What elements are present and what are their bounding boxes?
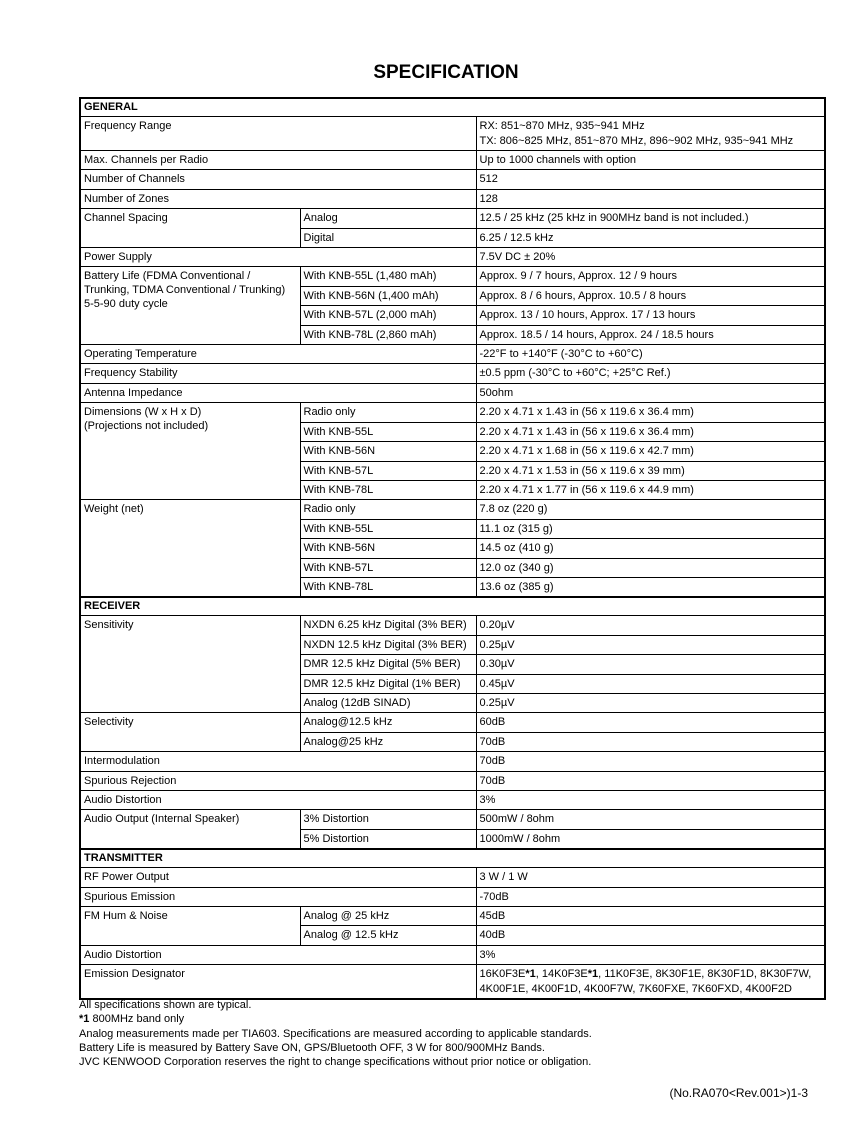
- table-cell: 0.25µV: [476, 693, 825, 712]
- table-cell: 0.20µV: [476, 616, 825, 635]
- table-cell: 45dB: [476, 907, 825, 926]
- table-cell: 5% Distortion: [300, 829, 476, 849]
- table-cell: Selectivity: [80, 713, 300, 752]
- table-row: [80, 117, 825, 151]
- table-row: [80, 907, 825, 926]
- table-cell: 0.25µV: [476, 635, 825, 654]
- table-cell: Analog @ 25 kHz: [300, 907, 476, 926]
- table-cell: With KNB-78L: [300, 577, 476, 597]
- table-cell: Spurious Rejection: [80, 771, 476, 790]
- table-cell: 3%: [476, 945, 825, 964]
- table-cell: 512: [476, 170, 825, 189]
- emission-designator-value: 16K0F3E*1, 14K0F3E*1, 11K0F3E, 8K30F1E, 8K30F1D, 8K30F7W, 4K00F1E, 4K00F1D, 4K00F7W, 7K60FXE, 7K60FXD, 4K00F2D: [476, 965, 825, 1000]
- table-cell: Analog (12dB SINAD): [300, 693, 476, 712]
- table-cell: 2.20 x 4.71 x 1.68 in (56 x 119.6 x 42.7 mm): [476, 442, 825, 461]
- table-cell: 70dB: [476, 771, 825, 790]
- table-cell: RECEIVER: [80, 597, 825, 616]
- table-row: [80, 752, 825, 771]
- note-line: Analog measurements made per TIA603. Specifications are measured according to applicable standards.: [79, 1027, 592, 1040]
- table-cell: With KNB-78L (2,860 mAh): [300, 325, 476, 344]
- table-cell: DMR 12.5 kHz Digital (5% BER): [300, 655, 476, 674]
- table-cell: Analog@25 kHz: [300, 732, 476, 751]
- note-line: *1 800MHz band only: [79, 1013, 185, 1026]
- table-row: [80, 383, 825, 402]
- table-row: [80, 170, 825, 189]
- table-cell: Approx. 18.5 / 14 hours, Approx. 24 / 18.5 hours: [476, 325, 825, 344]
- table-cell: With KNB-55L (1,480 mAh): [300, 267, 476, 286]
- table-cell: Dimensions (W x H x D) (Projections not included): [80, 403, 300, 500]
- table-cell: 500mW / 8ohm: [476, 810, 825, 829]
- note-line: All specifications shown are typical.: [79, 999, 252, 1011]
- table-cell: 13.6 oz (385 g): [476, 577, 825, 597]
- section-header-transmitter: [80, 849, 825, 868]
- table-cell: 2.20 x 4.71 x 1.43 in (56 x 119.6 x 36.4 mm): [476, 403, 825, 422]
- note-line: Battery Life is measured by Battery Save ON, GPS/Bluetooth OFF, 3 W for 800/900MHz Bands.: [79, 1041, 545, 1054]
- table-cell: -70dB: [476, 887, 825, 906]
- table-cell: Spurious Emission: [80, 887, 476, 906]
- table-cell: 3% Distortion: [300, 810, 476, 829]
- table-row: [80, 616, 825, 635]
- table-cell: 60dB: [476, 713, 825, 732]
- specification-table: [79, 97, 826, 1000]
- table-cell: 0.45µV: [476, 674, 825, 693]
- table-cell: Frequency Stability: [80, 364, 476, 383]
- table-cell: With KNB-57L (2,000 mAh): [300, 306, 476, 325]
- note-line: JVC KENWOOD Corporation reserves the right to change specifications without prior notice or obligation.: [79, 1056, 592, 1069]
- table-cell: Digital: [300, 228, 476, 247]
- table-cell: Intermodulation: [80, 752, 476, 771]
- table-cell: 12.0 oz (340 g): [476, 558, 825, 577]
- table-cell: With KNB-56N (1,400 mAh): [300, 286, 476, 305]
- table-row: [80, 500, 825, 519]
- table-cell: 50ohm: [476, 383, 825, 402]
- table-cell: -22°F to +140°F (-30°C to +60°C): [476, 345, 825, 364]
- table-cell: Analog: [300, 209, 476, 228]
- table-cell: Sensitivity: [80, 616, 300, 713]
- table-cell: With KNB-57L: [300, 461, 476, 480]
- table-cell: NXDN 12.5 kHz Digital (3% BER): [300, 635, 476, 654]
- table-cell: RF Power Output: [80, 868, 476, 887]
- table-cell: 70dB: [476, 732, 825, 751]
- table-row: [80, 248, 825, 267]
- table-cell: Max. Channels per Radio: [80, 151, 476, 170]
- table-cell: 6.25 / 12.5 kHz: [476, 228, 825, 247]
- table-cell: Operating Temperature: [80, 345, 476, 364]
- table-cell: 70dB: [476, 752, 825, 771]
- table-row: [80, 189, 825, 208]
- table-cell: DMR 12.5 kHz Digital (1% BER): [300, 674, 476, 693]
- table-cell: Power Supply: [80, 248, 476, 267]
- section-header-general: [80, 98, 825, 117]
- table-cell: Channel Spacing: [80, 209, 300, 248]
- table-cell: Weight (net): [80, 500, 300, 598]
- table-row: [80, 267, 825, 286]
- table-cell: With KNB-78L: [300, 480, 476, 499]
- table-cell: With KNB-56N: [300, 442, 476, 461]
- table-cell: 128: [476, 189, 825, 208]
- table-cell: With KNB-56N: [300, 539, 476, 558]
- table-cell: TRANSMITTER: [80, 849, 825, 868]
- table-row: [80, 965, 825, 1000]
- table-cell: FM Hum & Noise: [80, 907, 300, 946]
- table-row: [80, 345, 825, 364]
- table-cell: 14.5 oz (410 g): [476, 539, 825, 558]
- table-cell: NXDN 6.25 kHz Digital (3% BER): [300, 616, 476, 635]
- table-cell: With KNB-57L: [300, 558, 476, 577]
- table-cell: Approx. 13 / 10 hours, Approx. 17 / 13 hours: [476, 306, 825, 325]
- table-cell: 0.30µV: [476, 655, 825, 674]
- table-cell: Audio Output (Internal Speaker): [80, 810, 300, 849]
- table-cell: With KNB-55L: [300, 519, 476, 538]
- table-cell: Up to 1000 channels with option: [476, 151, 825, 170]
- table-cell: 7.5V DC ± 20%: [476, 248, 825, 267]
- table-cell: Emission Designator: [80, 965, 476, 1000]
- table-row: [80, 209, 825, 228]
- table-cell: Analog@12.5 kHz: [300, 713, 476, 732]
- table-cell: GENERAL: [80, 98, 825, 117]
- table-cell: RX: 851~870 MHz, 935~941 MHz TX: 806~825 MHz, 851~870 MHz, 896~902 MHz, 935~941 MHz: [476, 117, 825, 151]
- table-cell: Number of Zones: [80, 189, 476, 208]
- table-row: [80, 151, 825, 170]
- table-row: [80, 945, 825, 964]
- table-cell: 3 W / 1 W: [476, 868, 825, 887]
- section-header-receiver: [80, 597, 825, 616]
- table-row: [80, 810, 825, 829]
- table-cell: Audio Distortion: [80, 791, 476, 810]
- table-cell: Audio Distortion: [80, 945, 476, 964]
- page-number: (No.RA070<Rev.001>)1-3: [669, 1086, 808, 1100]
- table-row: [80, 713, 825, 732]
- table-cell: 11.1 oz (315 g): [476, 519, 825, 538]
- table-cell: Battery Life (FDMA Conventional / Trunking, TDMA Conventional / Trunking) 5-5-90 duty cycle: [80, 267, 300, 345]
- table-cell: With KNB-55L: [300, 422, 476, 441]
- table-cell: 2.20 x 4.71 x 1.43 in (56 x 119.6 x 36.4 mm): [476, 422, 825, 441]
- table-cell: Approx. 8 / 6 hours, Approx. 10.5 / 8 hours: [476, 286, 825, 305]
- table-cell: 2.20 x 4.71 x 1.77 in (56 x 119.6 x 44.9 mm): [476, 480, 825, 499]
- table-row: [80, 771, 825, 790]
- footnotes: [79, 998, 592, 1069]
- table-cell: 2.20 x 4.71 x 1.53 in (56 x 119.6 x 39 mm): [476, 461, 825, 480]
- table-cell: Antenna Impedance: [80, 383, 476, 402]
- table-cell: Frequency Range: [80, 117, 476, 151]
- table-cell: 3%: [476, 791, 825, 810]
- table-cell: ±0.5 ppm (-30°C to +60°C; +25°C Ref.): [476, 364, 825, 383]
- table-cell: 1000mW / 8ohm: [476, 829, 825, 849]
- table-row: [80, 791, 825, 810]
- table-cell: 12.5 / 25 kHz (25 kHz in 900MHz band is not included.): [476, 209, 825, 228]
- table-row: [80, 403, 825, 422]
- table-cell: 7.8 oz (220 g): [476, 500, 825, 519]
- table-cell: Approx. 9 / 7 hours, Approx. 12 / 9 hours: [476, 267, 825, 286]
- page-title: SPECIFICATION: [373, 62, 519, 83]
- table-cell: Radio only: [300, 500, 476, 519]
- table-cell: Radio only: [300, 403, 476, 422]
- table-row: [80, 887, 825, 906]
- table-row: [80, 868, 825, 887]
- table-cell: 40dB: [476, 926, 825, 945]
- table-cell: Analog @ 12.5 kHz: [300, 926, 476, 945]
- table-row: [80, 364, 825, 383]
- table-cell: Number of Channels: [80, 170, 476, 189]
